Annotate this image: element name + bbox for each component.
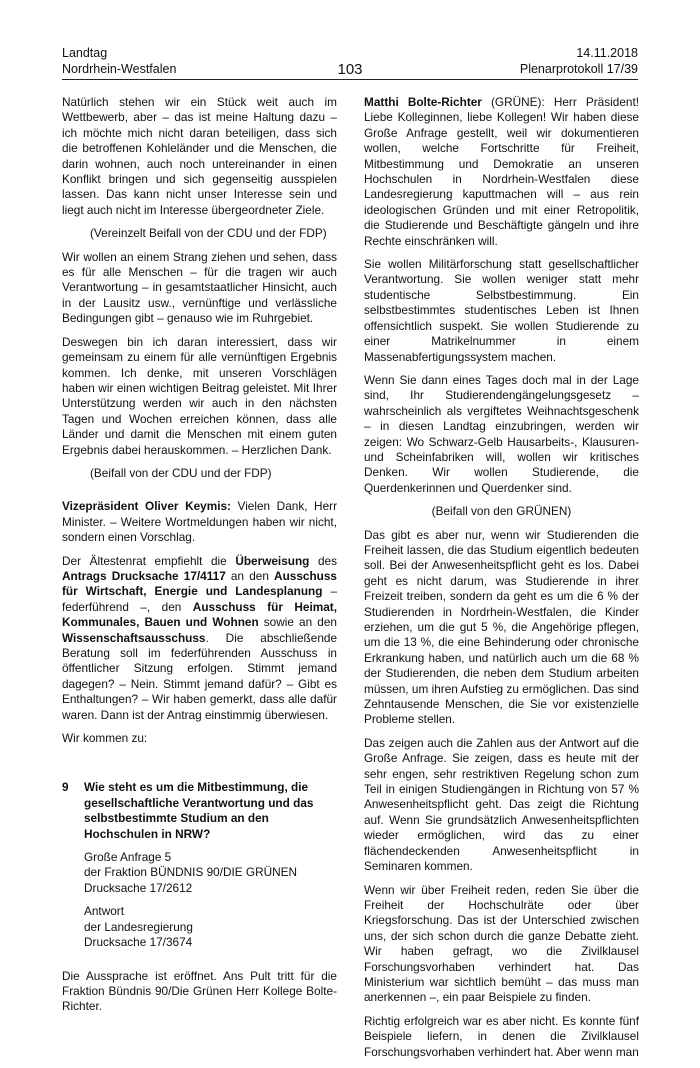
- paragraph: Das zeigen auch die Zahlen aus der Antwort auf die Große Anfrage. Sie zeigen, dass es heute mit der sehr engen, sehr restriktiven Regelung schon zum Teil in einigen Studiengängen in Richtung von 57 % Anwesenheitspflicht geht. Das zeigt die Richtung auf. Wenn Sie grundsätzlich Anwesenheitspflichten wieder ermöglichen, wird das zu einer flächendeckenden Anwesenheitspflicht in Seminaren kommen.: [364, 735, 639, 874]
- applause-note: (Beifall von der CDU und der FDP): [90, 465, 272, 480]
- header-protocol: Plenarprotokoll 17/39: [519, 61, 638, 76]
- paragraph: Wir wollen an einem Strang ziehen und sehen, dass es für alle Menschen – für die tragen wir auch Verantwortung – in gesamtstaatlicher Hinsicht, auch in der Lausitz usw., vernünftige und verlässliche Bedingungen gibt – genauso wie im Ruhrgebiet.: [62, 249, 337, 326]
- agenda-number: 9: [62, 780, 69, 795]
- vice-president-statement: Vizepräsident Oliver Keymis: Vielen Dank, Herr Minister. – Weitere Wortmeldungen haben wir nicht, sondern einen Vorschlag.: [62, 499, 337, 545]
- header-right: [520, 46, 638, 77]
- paragraph: Wir kommen zu:: [62, 731, 148, 746]
- speech-opening: Matthi Bolte-Richter (GRÜNE): Herr Präsident! Liebe Kolleginnen, liebe Kollegen! Wir haben diese Große Anfrage gestellt, weil wir dokumentieren wollen, welche Fortschritte für Freiheit, Mitbestimmung und Demokratie an unseren Hochschulen in Nordrhein-Westfalen diese Landesregierung kaputtmachen will – aus rein ideologischen Gründen und mit einer Retropolitik, die Studierende und Beschäftigte gängeln und ihre Rechte einschränken will.: [364, 95, 640, 248]
- header-state: Nordrhein-Westfalen: [62, 61, 177, 76]
- speaker-name: Vizepräsident Oliver Keymis:: [62, 499, 231, 514]
- paragraph: Natürlich stehen wir ein Stück weit auch im Wettbewerb, aber – das ist meine Haltung dazu – ich möchte mich nicht daran beteiligen, dass sich die betroffenen Kohleländer und die Menschen, die darin wohnen, auch noch untereinander in einen Konflikt bringen und sich gegenseitig ausspielen lassen. Das kann nicht unser Interesse sein und liegt auch nicht im Interesse übergeordneter Ziele.: [62, 95, 337, 217]
- applause-note: (Beifall von den GRÜNEN): [431, 504, 572, 519]
- header-parliament: Landtag: [62, 46, 108, 60]
- applause-note: (Vereinzelt Beifall von der CDU und der FDP): [90, 226, 327, 241]
- referral-paragraph: Der Ältestenrat empfiehlt die Überweisung des Antrags Drucksache 17/4117 an den Ausschuss für Wirtschaft, Energie und Landesplanung – federführend –, den Ausschuss für Heimat, Kommunales, Bauen und Wohnen sowie an den Wissenschaftsausschuss. Die abschließende Beratung soll im federführenden Ausschuss in öffentlicher Sitzung erfolgen. Stimmt jemand dagegen? – Nein. Stimmt jemand dafür? – Gibt es Enthaltungen? – Wir haben gemerkt, dass alle dafür waren. Dann ist der Antrag einstimmig überwiesen.: [62, 553, 338, 722]
- agenda-title: Wie steht es um die Mitbestimmung, die gesellschaftliche Verantwortung und das selbstbestimmte Studium an den Hochschulen in NRW?: [84, 780, 314, 841]
- speaker-name: Matthi Bolte-Richter: [364, 95, 482, 109]
- agenda-item: [62, 780, 337, 842]
- paragraph: Richtig erfolgreich war es aber nicht. Es konnte fünf Beispiele liefern, in denen die Zivilklausel Forschungsvorhaben verhindert hat. Aber wenn man: [364, 1013, 639, 1059]
- left-column: [62, 95, 337, 1023]
- paragraph: Sie wollen Militärforschung statt gesellschaftlicher Verantwortung. Sie wollen weniger statt mehr studentische Selbstbestimmung. Ein selbstbestimmtes studentisches Leben ist Ihnen offensichtlich suspekt. Sie wollen Studierende zu einer Matrikelnummer in einem Massenabfertigungssystem machen.: [364, 257, 639, 364]
- inquiry-reference: Große Anfrage 5 der Fraktion BÜNDNIS 90/DIE GRÜNEN Drucksache 17/2612: [84, 850, 298, 895]
- paragraph: Deswegen bin ich daran interessiert, dass wir gemeinsam zu einem für alle vernünftigen Ergebnis kommen. Ich denke, mit unseren Vorschlägen haben wir einen wichtigen Beitrag geleistet. Mit Ihrer Unterstützung werden wir auch in den nächsten Tagen und Wochen erreichen können, dass alle Länder und damit die Menschen mit einem guten Ergebnis dabei herauskommen. – Herzlichen Dank.: [62, 334, 337, 457]
- right-column: [364, 95, 639, 1068]
- header-date: 14.11.2018: [576, 46, 638, 60]
- paragraph: Die Aussprache ist eröffnet. Ans Pult tritt für die Fraktion Bündnis 90/Die Grünen Herr Kollege Bolte-Richter.: [62, 968, 337, 1014]
- paragraph: Wenn Sie dann eines Tages doch mal in der Lage sind, Ihr Studierendengängelungsgesetz – wahrscheinlich als vergiftetes Weihnachtsgeschenk – in diesen Landtag einzubringen, werden wir zeigen: Wo Schwarz-Gelb Hausarbeits-, Klausuren- und Scheinfabriken will, wollen wir kritisches Denken. Wir wollen Studierende, die Querdenkerinnen und Querdenker sind.: [364, 372, 639, 495]
- page-number: 103: [337, 61, 363, 78]
- paragraph: Das gibt es aber nur, wenn wir Studierenden die Freiheit lassen, die das Studium eigentlich bedeuten soll. Bei der Anwesenheitspflicht geht es los. Dabei geht es nicht darum, was Studierende in ihrer Freizeit treiben, sondern da geht es um die 6 % der Studierenden in Nordrhein-Westfalen, die Kinder erziehen, um die gut 5 %, die Angehörige pflegen, um die 13 %, die eine Behinderung oder chronische Erkrankung haben, und natürlich auch um die 68 % der Studierenden, die neben dem Studium arbeiten müssen, um ihren Aufstieg zu ermöglichen. Das sind Zehntausende Menschen, die Sie vor existenzielle Probleme stellen.: [364, 527, 639, 727]
- answer-reference: Antwort der Landesregierung Drucksache 17/3674: [84, 904, 193, 950]
- paragraph: Wenn wir über Freiheit reden, reden Sie über die Freiheit der Hochschulräte oder über Kriegsforschung. Das ist der Unterschied zwischen uns, der sich schon durch die ganze Debatte zieht. Wir haben gefragt, wo die Zivilklausel Forschungsvorhaben verhindert hat. Das Ministerium war sichtlich bemüht – das muss man anerkennen –, ein paar Beispiele zu finden.: [364, 882, 639, 1005]
- header-divider: [62, 79, 638, 80]
